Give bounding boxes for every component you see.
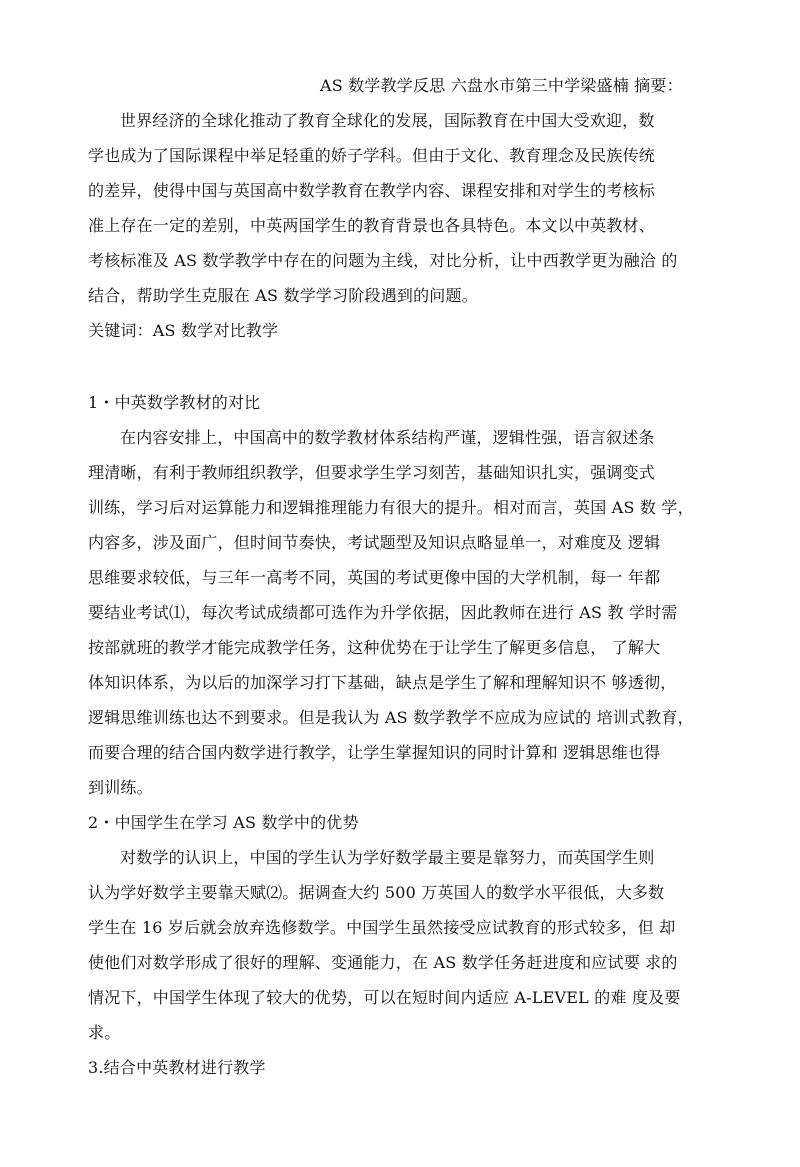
paragraph-line: 使他们对数学形成了很好的理解、变通能力，在 AS 数学任务赶进度和应试要 求的 [88, 953, 678, 972]
paragraph-line: 情况下，中国学生体现了较大的优势，可以在短时间内适应 A-LEVEL 的难 度及要 [88, 988, 681, 1007]
abstract-line: 世界经济的全球化推动了教育全球化的发展，国际教育在中国大受欢迎，数 [120, 111, 655, 130]
paragraph-line: 按部就班的教学才能完成教学任务，这种优势在于让学生了解更多信息， 了解大 [88, 638, 661, 657]
paragraph-line: 认为学好数学主要靠天赋⑵。据调查大约 500 万英国人的数学水平很低，大多数 [88, 883, 665, 902]
paragraph-line: 而要合理的结合国内数学进行教学，让学生掌握知识的同时计算和 逻辑思维也得 [88, 743, 661, 762]
paragraph-line: 要结业考试⑴，每次考试成绩都可选作为升学依据，因此教师在进行 AS 教 学时需 [88, 603, 678, 622]
paragraph-line: 对数学的认识上，中国的学生认为学好数学最主要是靠努力，而英国学生则 [120, 848, 655, 867]
section-1-heading: 1・中英数学教材的对比 [88, 393, 261, 412]
keywords: 关键词：AS 数学对比教学 [88, 321, 279, 340]
paragraph-line: 学生在 16 岁后就会放弃选修数学。中国学生虽然接受应试教育的形式较多，但 却 [88, 918, 676, 937]
document-title: AS 数学教学反思 六盘水市第三中学梁盛楠 摘要： [320, 76, 683, 95]
abstract-line: 的差异，使得中国与英国高中数学教育在教学内容、课程安排和对学生的考核标 [88, 181, 656, 200]
paragraph-line: 训练，学习后对运算能力和逻辑推理能力有很大的提升。相对而言，英国 AS 数 学， [88, 498, 694, 517]
paragraph-line: 在内容安排上，中国高中的数学教材体系结构严谨，逻辑性强，语言叙述条 [120, 428, 655, 447]
section-3-heading: 3.结合中英教材进行教学 [88, 1058, 266, 1077]
abstract-line: 考核标准及 AS 数学教学中存在的问题为主线，对比分析，让中西教学更为融洽 的 [88, 251, 678, 270]
paragraph-line: 逻辑思维训练也达不到要求。但是我认为 AS 数学教学不应成为应试的 培训式教育， [88, 708, 694, 727]
paragraph-line: 到训练。 [88, 778, 153, 797]
abstract-line: 结合，帮助学生克服在 AS 数学学习阶段遇到的问题。 [88, 286, 478, 305]
paragraph-line: 思维要求较低，与三年一高考不同，英国的考试更像中国的大学机制，每一 年都 [88, 568, 661, 587]
paragraph-line: 内容多，涉及面广，但时间节奏快，考试题型及知识点略显单一，对难度及 逻辑 [88, 533, 661, 552]
paragraph-line: 体知识体系，为以后的加深学习打下基础，缺点是学生了解和理解知识不 够透彻， [88, 673, 677, 692]
section-2-heading: 2・中国学生在学习 AS 数学中的优势 [88, 813, 359, 832]
abstract-line: 学也成为了国际课程中举足轻重的娇子学科。但由于文化、教育理念及民族传统 [88, 146, 656, 165]
abstract-line: 准上存在一定的差别，中英两国学生的教育背景也各具特色。本文以中英教材、 [88, 216, 656, 235]
paragraph-line: 求。 [88, 1023, 121, 1042]
paragraph-line: 理清晰，有利于教师组织教学，但要求学生学习刻苦，基础知识扎实，强调变式 [88, 463, 656, 482]
